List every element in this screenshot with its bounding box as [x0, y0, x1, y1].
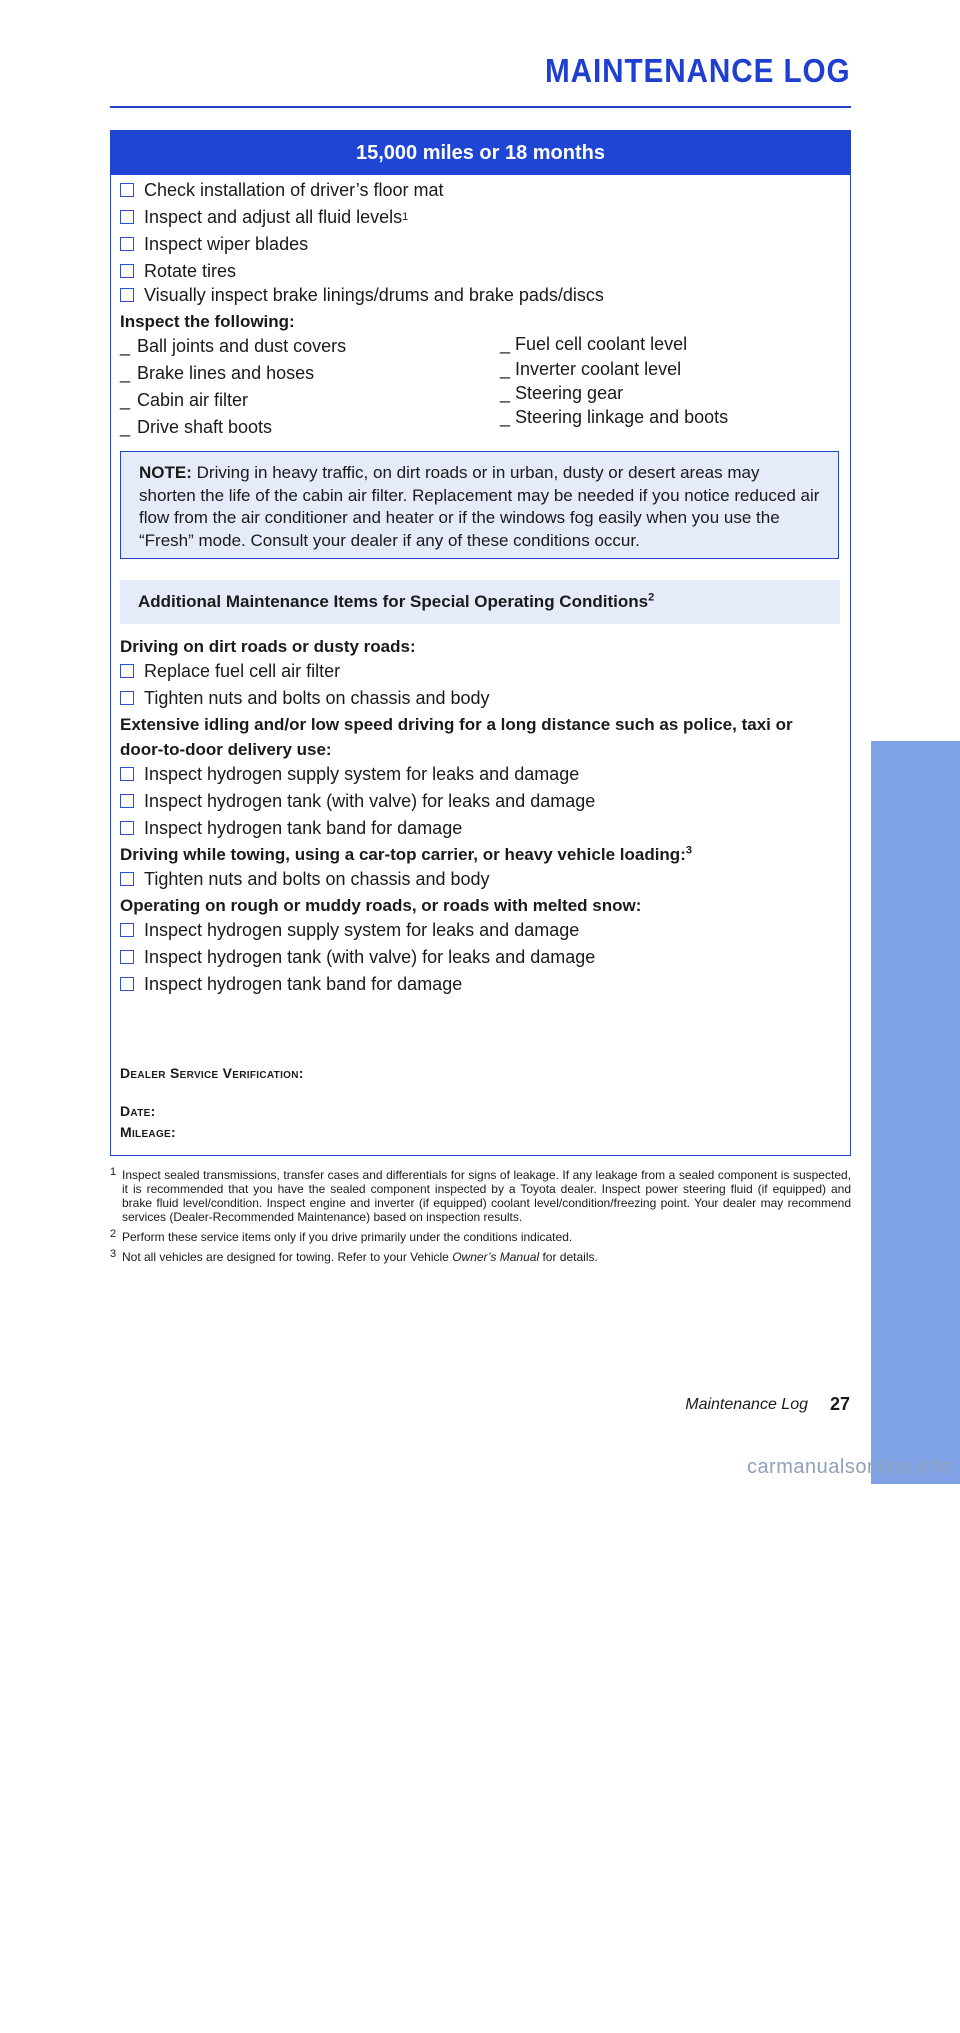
checklist-item-label: Inspect hydrogen tank band for damage — [144, 974, 463, 994]
condition-heading: Operating on rough or muddy roads, or roads with melted snow: — [120, 896, 642, 915]
footnote-text: Inspect sealed transmissions, transfer cases and differentials for signs of leakage. If any leakage from a sealed component is suspected, it is recommended that you have the sealed component inspected by a Toyota dealer. Inspect power steering fluid (if equipped) and brake fluid level/condition. Inspect engine and inverter (if equipped) coolant level/condition/freezing point. Your dealer may recommend services (Dealer-Recommended Maintenance) based on inspection results. — [122, 1168, 851, 1224]
footnote — [110, 1168, 851, 1224]
inspect-item-label: Drive shaft boots — [137, 417, 273, 437]
maintenance-interval-box — [110, 130, 851, 1156]
checkbox[interactable] — [120, 237, 134, 251]
inspect-item — [120, 389, 248, 411]
mileage-label: Mileage: — [120, 1124, 176, 1140]
note-box — [120, 451, 839, 559]
blank-line: _ — [120, 390, 131, 410]
checklist-item-label: Rotate tires — [144, 261, 237, 281]
inspect-item: _ Inverter coolant level — [500, 359, 682, 379]
dealer-verification-label: Dealer Service Verification: — [120, 1065, 304, 1081]
footnote-text: Perform these service items only if you drive primarily under the conditions indicated. — [122, 1230, 573, 1244]
footnote-ref: 3 — [685, 844, 692, 857]
inspect-item-label: Brake lines and hoses — [137, 363, 315, 383]
footnote — [110, 1250, 851, 1264]
manual-title: Owner’s Manual — [452, 1250, 540, 1264]
page-title: MAINTENANCE LOG — [544, 52, 850, 89]
checklist-item — [120, 260, 236, 282]
footnote-number: 2 — [110, 1228, 117, 1240]
footnotes — [110, 1168, 851, 1270]
checklist-item — [120, 233, 308, 255]
checklist-item-label: Tighten nuts and bolts on chassis and body — [144, 688, 490, 708]
checklist-item-label: Inspect hydrogen tank (with valve) for leaks and damage — [144, 947, 596, 967]
inspect-item — [120, 335, 346, 357]
inspect-item: _ Steering linkage and boots — [500, 407, 729, 427]
checklist-item-label: Tighten nuts and bolts on chassis and body — [144, 869, 490, 889]
checklist-item-label: Inspect wiper blades — [144, 234, 309, 254]
checklist-item — [120, 179, 443, 201]
checkbox[interactable] — [120, 872, 134, 886]
checklist-item — [120, 687, 490, 709]
inspect-item — [120, 416, 272, 438]
condition-heading-continued: door-to-door delivery use: — [120, 740, 332, 759]
checklist-item-label: Inspect hydrogen supply system for leaks and damage — [144, 920, 580, 940]
checklist-item-label: Visually inspect brake linings/drums and brake pads/discs — [144, 285, 604, 305]
footnote-text: Not all vehicles are designed for towing. Refer to your Vehicle — [122, 1250, 453, 1264]
checklist-item-label: Check installation of driver’s floor mat — [144, 180, 444, 200]
additional-items-title: Additional Maintenance Items for Special Operating Conditions — [138, 592, 649, 611]
checklist-item-label: Inspect hydrogen tank (with valve) for leaks and damage — [144, 791, 596, 811]
checkbox[interactable] — [120, 977, 134, 991]
checklist-item — [120, 973, 462, 995]
interval-title: 15,000 miles or 18 months — [111, 131, 850, 175]
checkbox[interactable] — [120, 950, 134, 964]
checklist-item: Inspect and adjust all fluid levels 1 — [120, 206, 408, 228]
footer-section-label: Maintenance Log — [685, 1396, 808, 1413]
inspect-item-label: Cabin air filter — [137, 390, 249, 410]
note-text: Driving in heavy traffic, on dirt roads or in urban, dusty or desert areas may shorten the life of the cabin air filter. Replacement may be needed if you notice reduced air flow from the air conditioner and heater or if the windows fog easily when you use the “Fresh” mode. Consult your dealer if any of these conditions occur. — [139, 463, 820, 550]
footnote — [110, 1230, 851, 1244]
inspect-item-label: Ball joints and dust covers — [137, 336, 347, 356]
title-divider — [110, 106, 851, 108]
blank-line: _ — [120, 417, 131, 437]
footnote-number: 1 — [110, 1166, 117, 1178]
checkbox[interactable] — [120, 923, 134, 937]
inspect-item: _ Fuel cell coolant level — [500, 334, 688, 354]
checkbox[interactable] — [120, 767, 134, 781]
condition-heading-text: Driving while towing, using a car-top carrier, or heavy vehicle loading: — [120, 845, 686, 864]
checklist-item — [120, 817, 462, 839]
checklist-item — [120, 919, 579, 941]
blank-line: _ — [120, 336, 131, 356]
checklist-item — [120, 946, 595, 968]
blank-line: _ — [120, 363, 131, 383]
inspect-item — [120, 362, 314, 384]
checklist-item — [120, 284, 604, 306]
checklist-item-label: Inspect hydrogen supply system for leaks and damage — [144, 764, 580, 784]
checkbox[interactable] — [120, 821, 134, 835]
checklist-item — [120, 790, 595, 812]
checklist-item-label: Inspect hydrogen tank band for damage — [144, 818, 463, 838]
checkbox[interactable] — [120, 264, 134, 278]
checklist-item-label: Replace fuel cell air filter — [144, 661, 341, 681]
checkbox[interactable] — [120, 664, 134, 678]
watermark: carmanualsonline.info — [746, 1456, 952, 1478]
note-label: NOTE: — [139, 463, 192, 482]
side-tab-label: MAINTENANCE — [894, 1671, 938, 2033]
checklist-item — [120, 868, 490, 890]
condition-heading — [120, 844, 692, 866]
inspect-item: _ Steering gear — [500, 383, 624, 403]
checkbox[interactable] — [120, 210, 134, 224]
inspect-heading: Inspect the following: — [120, 312, 295, 331]
condition-heading: Extensive idling and/or low speed driving for a long distance such as police, taxi or — [120, 715, 793, 734]
footnote-ref: 2 — [648, 591, 655, 604]
section-side-tab — [871, 741, 960, 2033]
checklist-item — [120, 660, 340, 682]
footnote-number: 3 — [110, 1248, 117, 1260]
additional-items-heading — [120, 580, 840, 624]
checkbox[interactable] — [120, 691, 134, 705]
checkbox[interactable] — [120, 183, 134, 197]
checkbox[interactable] — [120, 794, 134, 808]
footnote-text-end: for details. — [539, 1250, 598, 1264]
date-label: Date: — [120, 1103, 156, 1119]
condition-heading: Driving on dirt roads or dusty roads: — [120, 637, 416, 656]
checklist-item-label: Inspect and adjust all fluid levels — [144, 207, 403, 227]
checkbox[interactable] — [120, 288, 134, 302]
checklist-item — [120, 763, 579, 785]
page-number: 27 — [829, 1394, 850, 1414]
